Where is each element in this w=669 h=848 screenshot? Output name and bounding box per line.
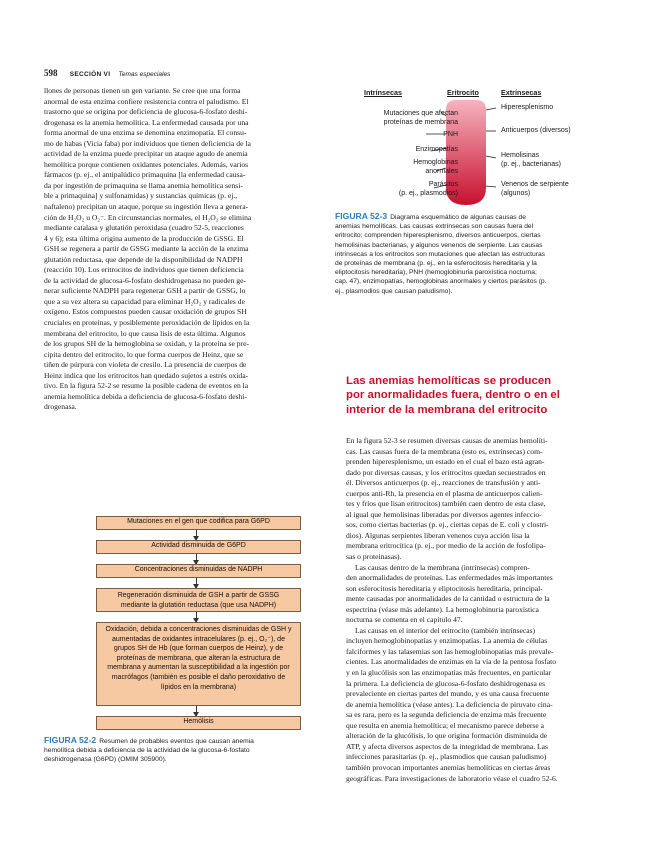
figure-52-3-caption: FIGURA 52-3 Diagrama esquemático de algunas causas de anemias hemolíticas. Las causas extrínsecas son causas fuera del eritrocito; comprenden hiperesplenismo, diversos anticuerpos, ciertas hemolisinas bacterianas, y algunos venenos de serpiente. Las causas intrínsecas a los eritrocitos son mutaciones que afectan las estructuras de proteínas de membrana (p. ej., en la esferocitosis hereditaria y la eliptocitosis hereditaria), PNH (hemoglobinuria paroxística nocturna; cap. 47), enzimopatías, hemoglobinas anormales y ciertos parásitos (p. ej., plasmodios que causan paludismo). [335, 211, 547, 295]
text-line: nerar suficiente NADPH para regenerar GSH a partir de GSSG, lo [44, 286, 246, 296]
text-line: incluyen hemoglobinopatías y enzimopatías. La anemia de células [346, 636, 548, 646]
text-line: glutatión reductasa, que depende de la disponibilidad de NADPH [44, 254, 243, 264]
flow-arrow [196, 578, 197, 588]
text-line: actividad de la enzima puede precipitar un ataque agudo de anemia [44, 149, 248, 159]
text-line: hemolítica porque contienen oxidantes potenciales. Además, varios [44, 159, 249, 169]
text-line: sa es rara, pero es la segunda deficiencia de enzima más frecuente [346, 710, 547, 720]
text-line: oxígeno. Estos compuestos pueden causar oxidación de grupos SH [44, 307, 247, 317]
extrinsic-heading: Extrínsecas [501, 88, 542, 97]
flow-box-activity: Actividad disminuida de G6PD [96, 540, 301, 554]
text-line: sos, como ciertas bacterias (p. ej., ciertas cepas de E. coli y clostri- [346, 520, 549, 530]
text-line: anemia hemolítica debida a deficiencia de glucosa-6-fosfato deshi- [44, 391, 248, 401]
text-line: él. Diversos anticuerpos (p. ej., reacciones de transfusión y anti- [346, 478, 541, 488]
page-header [44, 68, 170, 78]
text-line: ATP, y afecta diversos aspectos de la integridad de membrana. Las [346, 741, 549, 751]
text-line: (reacción 10). Los eritrocitos de individuos que tienen deficiencia [44, 265, 244, 275]
flow-box-nadph: Concentraciones disminuidas de NADPH [96, 564, 301, 578]
text-line: prevaleciente en ciertas partes del mundo, y es una causa frecuente [346, 689, 550, 699]
figure-52-2-caption: FIGURA 52-2 Resumen de probables eventos que causan anemia hemolítica debida a deficiencia de la actividad de la glucosa-6-fosfato deshidrogenasa (G6PD) (OMIM 305900). [44, 735, 254, 764]
text-line: ción de H₂O₂ u O₂⁻. En circunstancias normales, el H₂O₂ se elimina [44, 212, 252, 222]
text-line: drogenasa. [44, 402, 77, 412]
flow-arrow [196, 554, 197, 564]
text-line: tiñen de púrpura con violeta de cresilo. La presencia de cuerpos de [44, 360, 247, 370]
text-line: tes y fríos que lisan eritrocitos) también caen dentro de esta clase, [346, 499, 546, 509]
text-line: drogenasa es la anemia hemolítica. La enfermedad causada por una [44, 117, 249, 127]
text-line: y en la glucólisis son las enzimopatías más frecuentes, en particular [346, 668, 552, 678]
text-line: GSH se regenera a partir de GSSG mediante la acción de la enzima [44, 244, 249, 254]
text-line: anormal de esta enzima confiere resistencia contra el paludismo. El [44, 96, 249, 106]
text-line: trastorno que se origina por deficiencia de glucosa-6-fosfato deshi- [44, 107, 248, 117]
label-pnh: PNH [443, 131, 458, 138]
page-number: 598 [44, 68, 58, 78]
text-line: cuerpos anti-Rh, la presencia en el plasma de anticuerpos calien- [346, 488, 543, 498]
erythrocyte-shape [346, 88, 630, 208]
flow-box-mutations: Mutaciones en el gen que codifica para G6PD [96, 516, 301, 530]
text-line: mente causadas por anormalidades de la cantidad o estructura de la [346, 594, 550, 604]
label-venenos: Venenos de serpiente (algunos) [501, 181, 569, 197]
section-label: SECCIÓN VI [69, 71, 111, 78]
text-line: den anormalidades de proteínas. Las enfermedades más importantes [346, 573, 553, 583]
text-line: membrana eritrocítica (p. ej., por medio de la acción de fosfolipa- [346, 541, 546, 551]
flow-arrow [196, 530, 197, 540]
text-line: dios). Algunas serpientes liberan venenos cuya acción lisa la [346, 530, 530, 540]
text-line: mediante catalasa y glutatión peroxidasa (cuadro 52-5, reacciones [44, 223, 244, 233]
text-line: naftaleno) precipitan un ataque, porque su ingestión lleva a genera- [44, 202, 249, 212]
text-line: espectrina (véase más adelante). La hemoglobinuria paroxística [346, 604, 539, 614]
text-line: tivo. En la figura 52-2 se resume la posible cadena de eventos en la [44, 381, 249, 391]
text-line: también provocan importantes anemias hemolíticas en ciertas áreas [346, 762, 551, 772]
text-line: alteración de la glucólisis, lo que origina formación disminuida de [346, 731, 548, 741]
erythrocyte-heading: Eritrocito [447, 88, 479, 97]
text-line: sas o proteinasas). [346, 552, 402, 562]
section-subtitle: Temas especiales [118, 71, 171, 78]
label-hemoglobinas: Hemoglobinas anormales [413, 159, 458, 175]
text-line: prenden hiperesplenismo, un estado en el cual el bazo está agran- [346, 457, 545, 467]
text-line: dado por diversas causas, y los eritrocitos quedan secuestrados en [346, 467, 546, 477]
text-line: de anemia hemolítica (véase antes). La deficiencia de piruvato cina- [346, 699, 553, 709]
text-line: de los grupos SH de la hemoglobina se oxidan, y la proteína se pre- [44, 339, 249, 349]
text-line: cas. Las causas fuera de la membrana (esto es, extrínsecas) com- [346, 446, 543, 456]
text-line: da por ingestión de primaquina se llama anemia hemolítica sensi- [44, 180, 243, 190]
label-hiperesplenismo: Hiperesplenismo [501, 104, 554, 111]
text-line: mo de habas (Vicia faba) por individuos que tienen deficiencia de la [44, 138, 251, 148]
label-hemolisinas: Hemolisinas (p. ej., bacterianas) [501, 152, 561, 168]
text-line: cientes. Las anormalidades de enzimas en la vía de la pentosa fosfato [346, 657, 557, 667]
flow-box-gsh: Regeneración disminuida de GSH a partir de GSSG mediante la glutatión reductasa (que usa NADPH) [96, 588, 301, 612]
text-line: llones de personas tienen un gen variante. Se cree que una forma [44, 86, 241, 95]
intrinsic-heading: Intrínsecas [364, 88, 402, 97]
figure-52-3 [346, 88, 630, 208]
text-line: Heinz indica que los eritrocitos han quedado sujetos a estrés oxida- [44, 370, 249, 380]
section-heading: Las anemias hemolíticas se producen por anormalidades fuera, dentro o en el interior de la membrana del eritrocito [346, 375, 560, 416]
figure-label: FIGURA 52-3 [335, 211, 388, 221]
text-line: cruciales en proteínas, y posiblemente peroxidación de lípidos en la [44, 318, 250, 328]
flow-box-hemolysis: Hemólisis [96, 716, 301, 730]
text-line: ble a primaquina] y sulfonamidas) y sustancias químicas (p. ej., [44, 191, 238, 201]
label-parasitos: Parásitos (p. ej., plasmodios) [398, 181, 458, 197]
text-line: 4 y 6); esta última origina aumento de la producción de GSSG. El [44, 233, 244, 243]
text-line: Las causas dentro de la membrana (intrínsecas) compren- [355, 562, 530, 572]
text-line: geográficas. Para investigaciones de laboratorio véase el cuadro 52-6. [346, 773, 558, 783]
flow-arrow [196, 706, 197, 716]
text-line: que a su vez altera su capacidad para eliminar H₂O₂ y radicales de [44, 296, 245, 306]
text-line: fármacos (p. ej., el antipalúdico primaquina [la enfermedad causa- [44, 170, 246, 180]
label-mutaciones: Mutaciones que afectan proteínas de membrana [383, 110, 458, 126]
text-line: membrana del eritrocito, lo que causa lisis de esta última. Algunos [44, 328, 246, 338]
label-enzimopatias: Enzimopatías [415, 146, 458, 153]
text-line: Las causas en el interior del eritrocito (también intrínsecas) [355, 625, 536, 635]
right-column-text [346, 436, 630, 784]
text-line: que resulta en anemia hemolítica; el mecanismo parece deberse a [346, 720, 544, 730]
text-line: al igual que hemolisinas liberadas por diversos agentes infeccio- [346, 509, 542, 519]
flow-box-oxidation: Oxidación, debida a concentraciones disminuidas de GSH y aumentadas de oxidantes intracelulares (p. ej., O₂⁻), de grupos SH de Hb (que forman cuerpos de Heinz), y de proteínas de membrana, que alteran la estructura de membrana y aumentan la susceptibilidad a la ingestión por macrófagos (también es posible el daño peroxidativo de lípidos en la membrana) [96, 622, 301, 706]
text-line: nocturna se comenta en el capítulo 47. [346, 615, 463, 625]
left-column-text [44, 86, 329, 413]
figure-label: FIGURA 52-2 [44, 735, 97, 745]
text-line: cipita dentro del eritrocito, lo que forma cuerpos de Heinz, que se [44, 349, 244, 359]
text-line: En la figura 52-3 se resumen diversas causas de anemias hemolíti- [346, 436, 548, 445]
text-line: infecciones parasitarias (p. ej., plasmodios que causan paludismo) [346, 752, 547, 762]
text-line: son esferocitosis hereditaria y eliptocitosis hereditaria, principal- [346, 583, 543, 593]
label-anticuerpos: Anticuerpos (diversos) [501, 127, 571, 134]
text-line: falciformes y las talasemias son las hemoglobinopatías más prevale- [346, 646, 554, 656]
text-line: la primera. La deficiencia de glucosa-6-fosfato deshidrogenasa es [346, 678, 546, 688]
text-line: forma anormal de una enzima se denomina enzimopatía. El consu- [44, 128, 247, 138]
text-line: de la actividad de glucosa-6-fosfato deshidrogenasa no pueden ge- [44, 275, 247, 285]
flow-arrow [196, 612, 197, 622]
